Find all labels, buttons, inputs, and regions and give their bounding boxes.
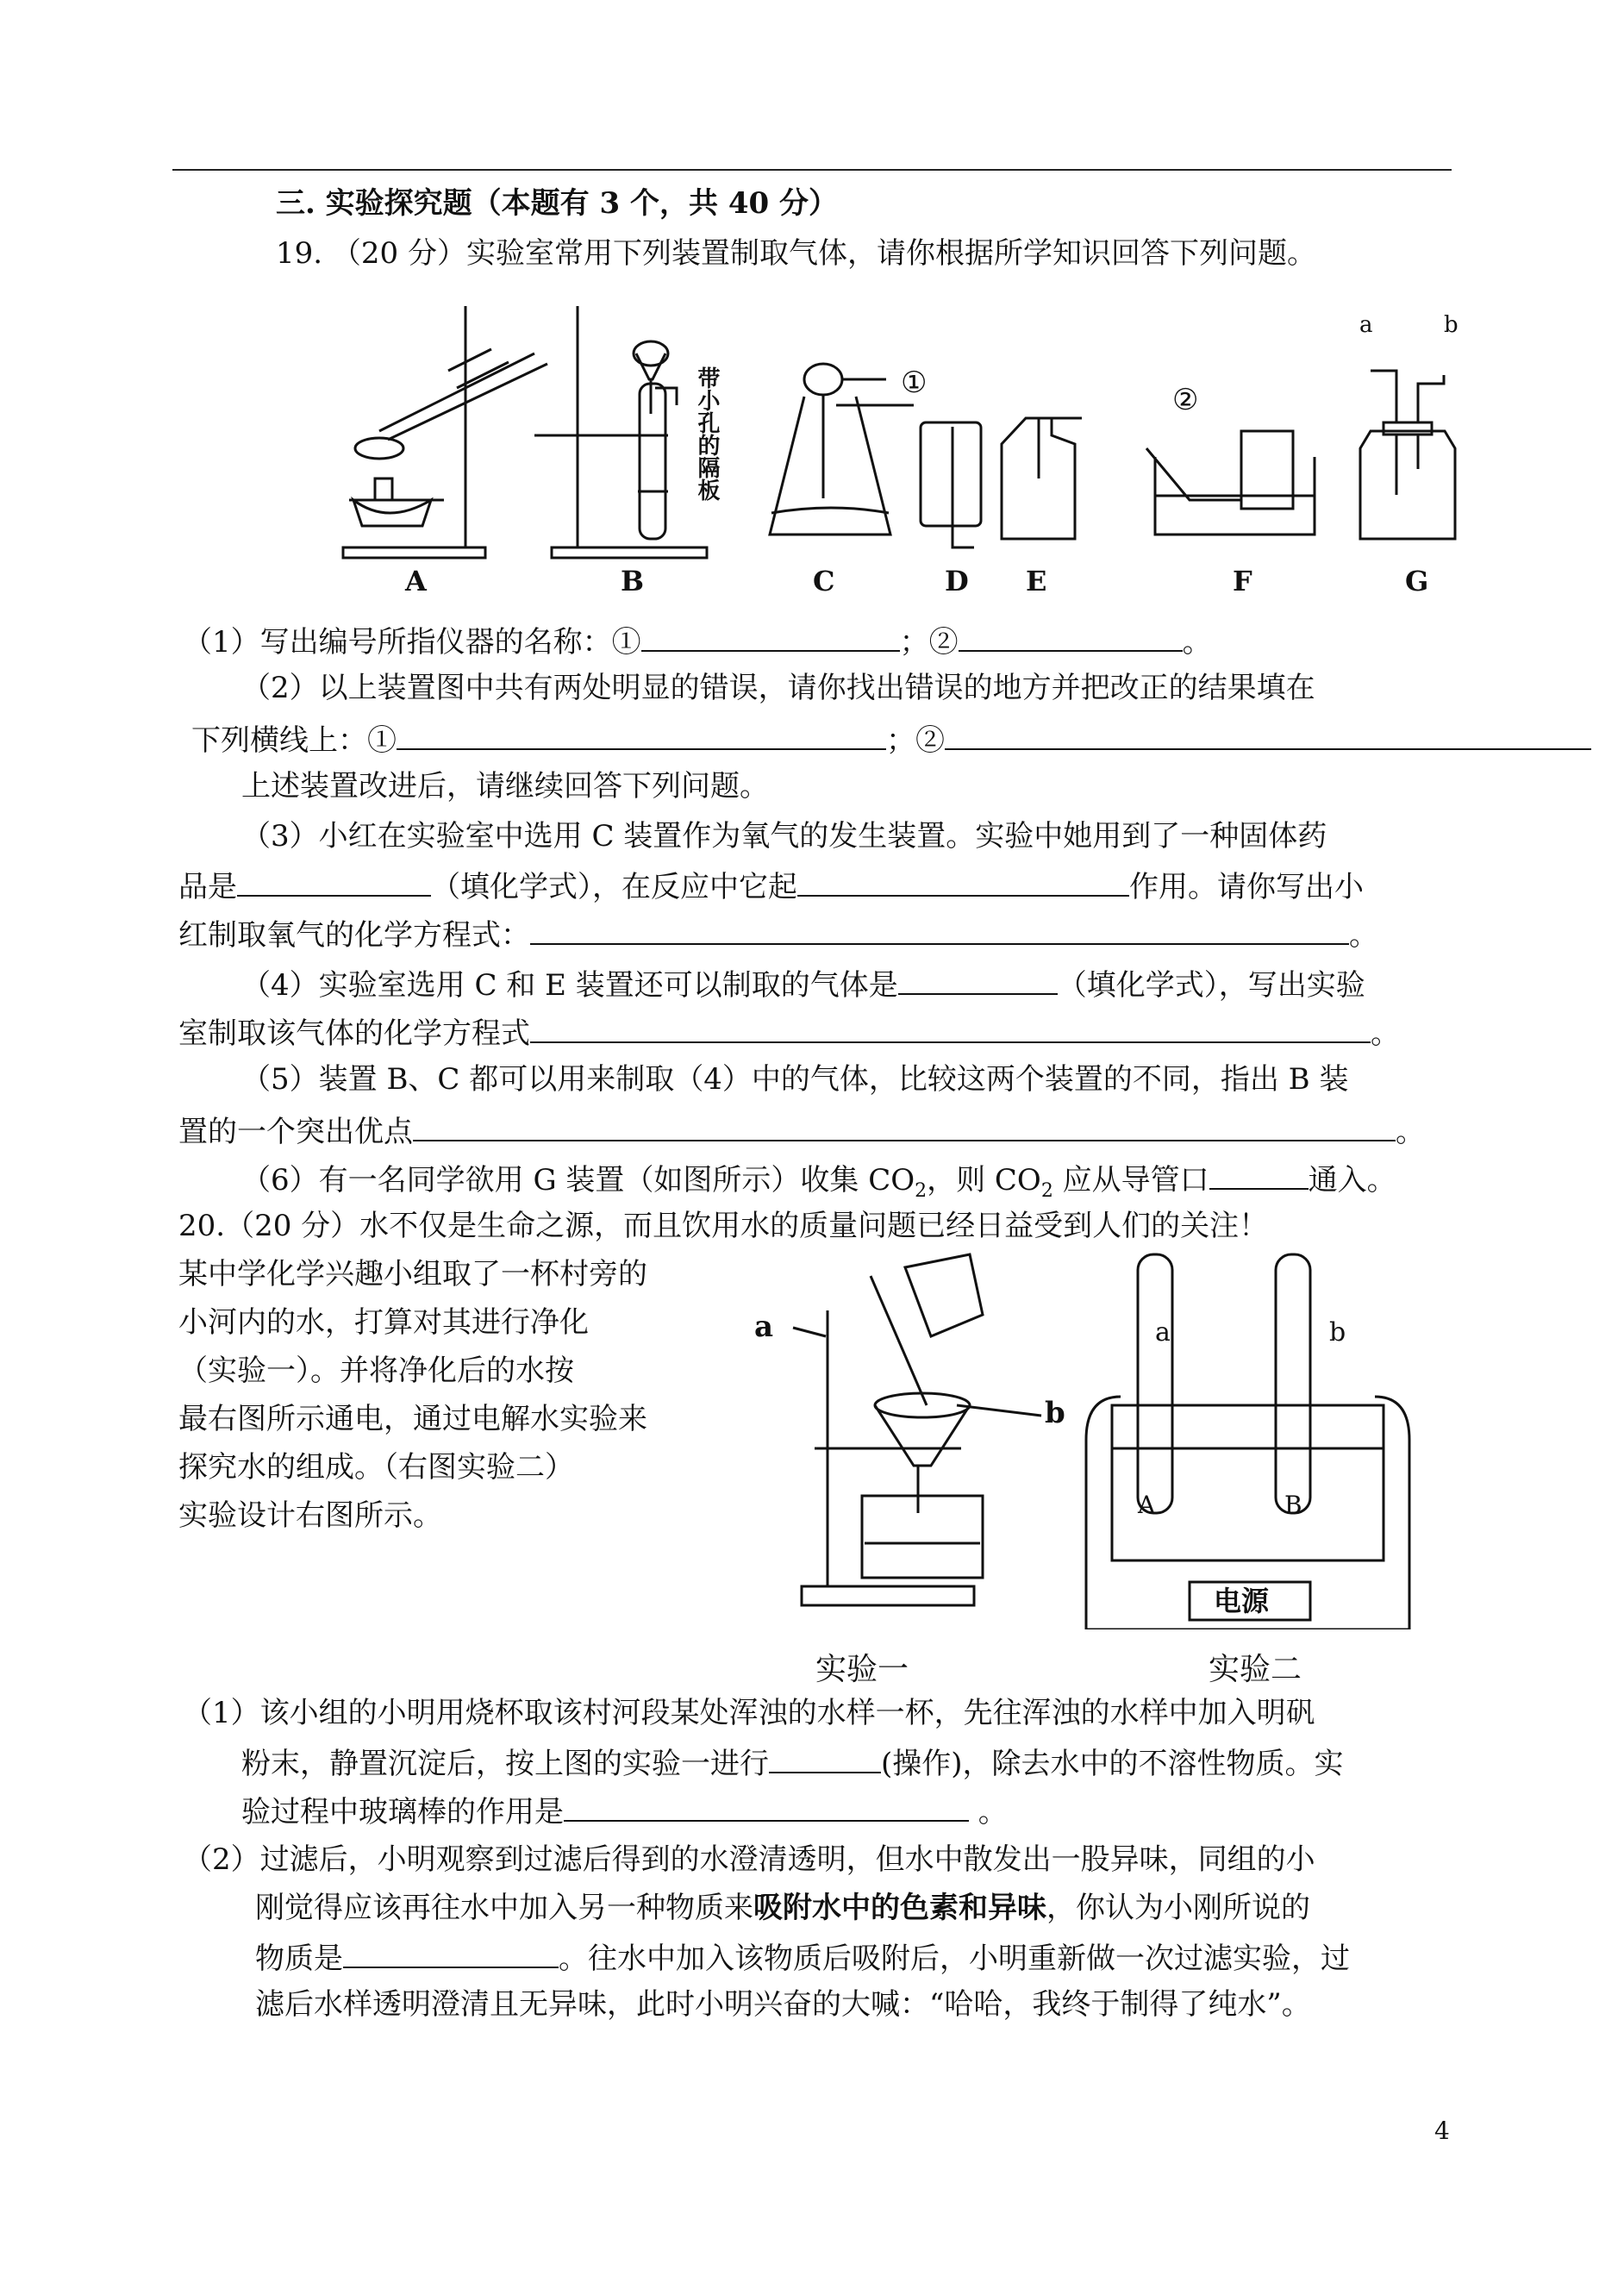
exp1-label-b: b: [1045, 1396, 1065, 1430]
caption-experiment-one: 实验一: [815, 1652, 909, 1687]
q19-p1: [183, 621, 1212, 661]
q19-p4a: [241, 964, 1365, 1004]
label-d: D: [945, 565, 969, 597]
blank-advantage[interactable]: [413, 1110, 1396, 1141]
plate-label: 带小孔的隔板: [694, 366, 720, 501]
label-a: A: [405, 565, 427, 597]
q20-p1a: （1）该小组的小明用烧杯取该村河段某处浑浊的水样一杯，先往浑浊的水样中加入明矾: [183, 1696, 1315, 1730]
q20-p2c-end: 。往水中加入该物质后吸附后，小明重新做一次过滤实验，过: [559, 1942, 1350, 1976]
q19-p3c-pre: 红制取氧气的化学方程式：: [178, 918, 530, 953]
electrode-b-label: B: [1284, 1491, 1302, 1519]
caption-experiment-two: 实验二: [1209, 1652, 1302, 1687]
blank-adsorbent[interactable]: [343, 1937, 559, 1968]
q20-intro-line: 某中学化学兴趣小组取了一杯村旁的: [178, 1257, 647, 1291]
q19-p4b-end: 。: [1371, 1016, 1400, 1051]
pipe-a-label: a: [1359, 312, 1373, 338]
blank-error-1[interactable]: [397, 719, 886, 750]
blank-instrument-1[interactable]: [641, 621, 900, 652]
q20-intro-line: 探究水的组成。（右图实验二）: [178, 1450, 574, 1485]
q19-p3c-end: 。: [1349, 918, 1378, 953]
q19-p3c: [178, 914, 1378, 954]
q19-p3b-end: 作用。请你写出小: [1129, 870, 1364, 904]
electrode-a-label: A: [1138, 1491, 1156, 1519]
apparatus-c: [770, 364, 914, 535]
q19-p6-mid2: 应从导管口: [1052, 1163, 1209, 1198]
header-rule: [172, 169, 1452, 171]
q20-p1b-mid: (操作)，除去水中的不溶性物质。实: [881, 1747, 1344, 1781]
q19-p6-mid: ，则 CO: [927, 1163, 1041, 1198]
q19-p1-text: （1）写出编号所指仪器的名称：①: [183, 625, 641, 660]
q20-intro-line: 小河内的水，打算对其进行净化: [178, 1305, 589, 1340]
q20-p2c: [255, 1937, 1350, 1978]
q19-p5a: （5）装置 B、C 都可以用来制取（4）中的气体，比较这两个装置的不同，指出 B 装: [241, 1062, 1349, 1097]
q19-p1-end: 。: [1182, 625, 1212, 660]
q19-p5b-end: 。: [1396, 1115, 1425, 1149]
q20-p1c: [241, 1791, 1008, 1831]
blank-solid-formula[interactable]: [237, 866, 431, 897]
apparatus-d: [921, 422, 981, 547]
q20-p2c-pre: 物质是: [255, 1942, 343, 1976]
apparatus-g: [1360, 371, 1455, 539]
q20-intro-line: 实验设计右图所示。: [178, 1498, 442, 1533]
q20-stem: 20.（20 分）水不仅是生命之源，而且饮用水的质量问题已经日益受到人们的关注！: [178, 1209, 1269, 1243]
pipe-b-label: b: [1444, 312, 1458, 338]
q19-p5b-pre: 置的一个突出优点: [178, 1115, 413, 1149]
q20-p1b-pre: 粉末，静置沉淀后，按上图的实验一进行: [241, 1747, 769, 1781]
label-f: F: [1233, 565, 1252, 597]
label-e: E: [1026, 565, 1047, 597]
q20-intro-line: 最右图所示通电，通过电解水实验来: [178, 1402, 647, 1436]
apparatus-b: [534, 306, 707, 558]
q20-p2b: [255, 1889, 1310, 1927]
q19-p4b-pre: 室制取该气体的化学方程式: [178, 1016, 530, 1051]
q20-p2b-pre: 刚觉得应该再往水中加入另一种物质来: [255, 1891, 753, 1925]
apparatus-a: [343, 306, 547, 558]
label-b: B: [621, 565, 645, 597]
blank-glass-rod-role[interactable]: [564, 1791, 969, 1822]
q19-p5b: [178, 1110, 1425, 1151]
marker-1: ①: [901, 366, 928, 400]
q20-p2b-end: ，你认为小刚所说的: [1046, 1891, 1310, 1925]
q20-intro-line: （实验一）。并将净化后的水按: [178, 1354, 574, 1388]
q20-p1c-pre: 验过程中玻璃棒的作用是: [241, 1795, 564, 1829]
q19-stem: 19. （20 分）实验室常用下列装置制取气体，请你根据所学知识回答下列问题。: [276, 236, 1316, 271]
q19-p2c: 上述装置改进后，请继续回答下列问题。: [241, 769, 769, 804]
experiment-one-filtration: [793, 1254, 1041, 1605]
q19-p1-mid: ；②: [899, 625, 959, 660]
q19-p6-sub: 2: [915, 1179, 928, 1202]
q19-p4a-pre: （4）实验室选用 C 和 E 装置还可以制取的气体是: [241, 968, 898, 1003]
q19-p6-end: 通入。: [1308, 1163, 1396, 1198]
apparatus-f: [1146, 431, 1315, 535]
q19-p3b-mid: （填化学式），在反应中它起: [431, 870, 797, 904]
q19-p3a: （3）小红在实验室中选用 C 装置作为氧气的发生装置。实验中她用到了一种固体药: [241, 819, 1327, 854]
blank-pipe[interactable]: [1209, 1159, 1309, 1190]
blank-role[interactable]: [797, 866, 1129, 897]
marker-2: ②: [1172, 383, 1199, 417]
q20-p1b: [241, 1742, 1344, 1783]
q19-p3b-pre: 品是: [178, 870, 237, 904]
experiment-two-electrolysis: [1086, 1254, 1409, 1629]
blank-oxygen-equation[interactable]: [530, 914, 1349, 945]
q20-p1c-end: 。: [969, 1795, 1008, 1829]
label-g: G: [1405, 565, 1429, 597]
q20-p2d: 滤后水样透明澄清且无异味，此时小明兴奋的大喊：“哈哈，我终于制得了纯水”。: [255, 1987, 1311, 2022]
q19-p6: [241, 1159, 1396, 1210]
blank-instrument-2[interactable]: [959, 621, 1183, 652]
q19-p6-pre: （6）有一名同学欲用 G 装置（如图所示）收集 CO: [241, 1163, 915, 1198]
blank-error-2[interactable]: [945, 719, 1591, 750]
exp1-label-a: a: [754, 1310, 774, 1344]
q19-p2b: [191, 719, 1591, 760]
q19-p2a: （2）以上装置图中共有两处明显的错误，请你找出错误的地方并把改正的结果填在: [241, 671, 1315, 705]
q19-p6-sub2: 2: [1040, 1179, 1053, 1202]
page-number: 4: [1434, 2117, 1450, 2145]
exp2-label-b: b: [1329, 1317, 1346, 1348]
apparatus-e: [1002, 418, 1082, 539]
q19-p4a-end: （填化学式），写出实验: [1057, 968, 1365, 1003]
q19-p3b: [178, 866, 1364, 906]
experiment-figure: [741, 1250, 1448, 1629]
q19-p2b-text: 下列横线上：①: [191, 723, 397, 758]
blank-gas-equation[interactable]: [530, 1012, 1371, 1043]
q20-p2a: （2）过滤后，小明观察到过滤后得到的水澄清透明，但水中散发出一股异味，同组的小: [183, 1842, 1315, 1877]
power-source-label: 电源: [1214, 1585, 1270, 1617]
q19-p4b: [178, 1012, 1400, 1053]
apparatus-figure: [328, 293, 1474, 603]
exp2-label-a: a: [1155, 1317, 1171, 1348]
q20-p2b-bold: 吸附水中的色素和异味: [753, 1891, 1046, 1925]
q19-p2b-mid: ；②: [886, 723, 945, 758]
blank-gas-formula[interactable]: [898, 964, 1058, 995]
label-c: C: [813, 565, 835, 597]
blank-operation[interactable]: [769, 1742, 881, 1773]
section-heading: 三. 实验探究题（本题有 3 个，共 40 分）: [276, 186, 838, 221]
